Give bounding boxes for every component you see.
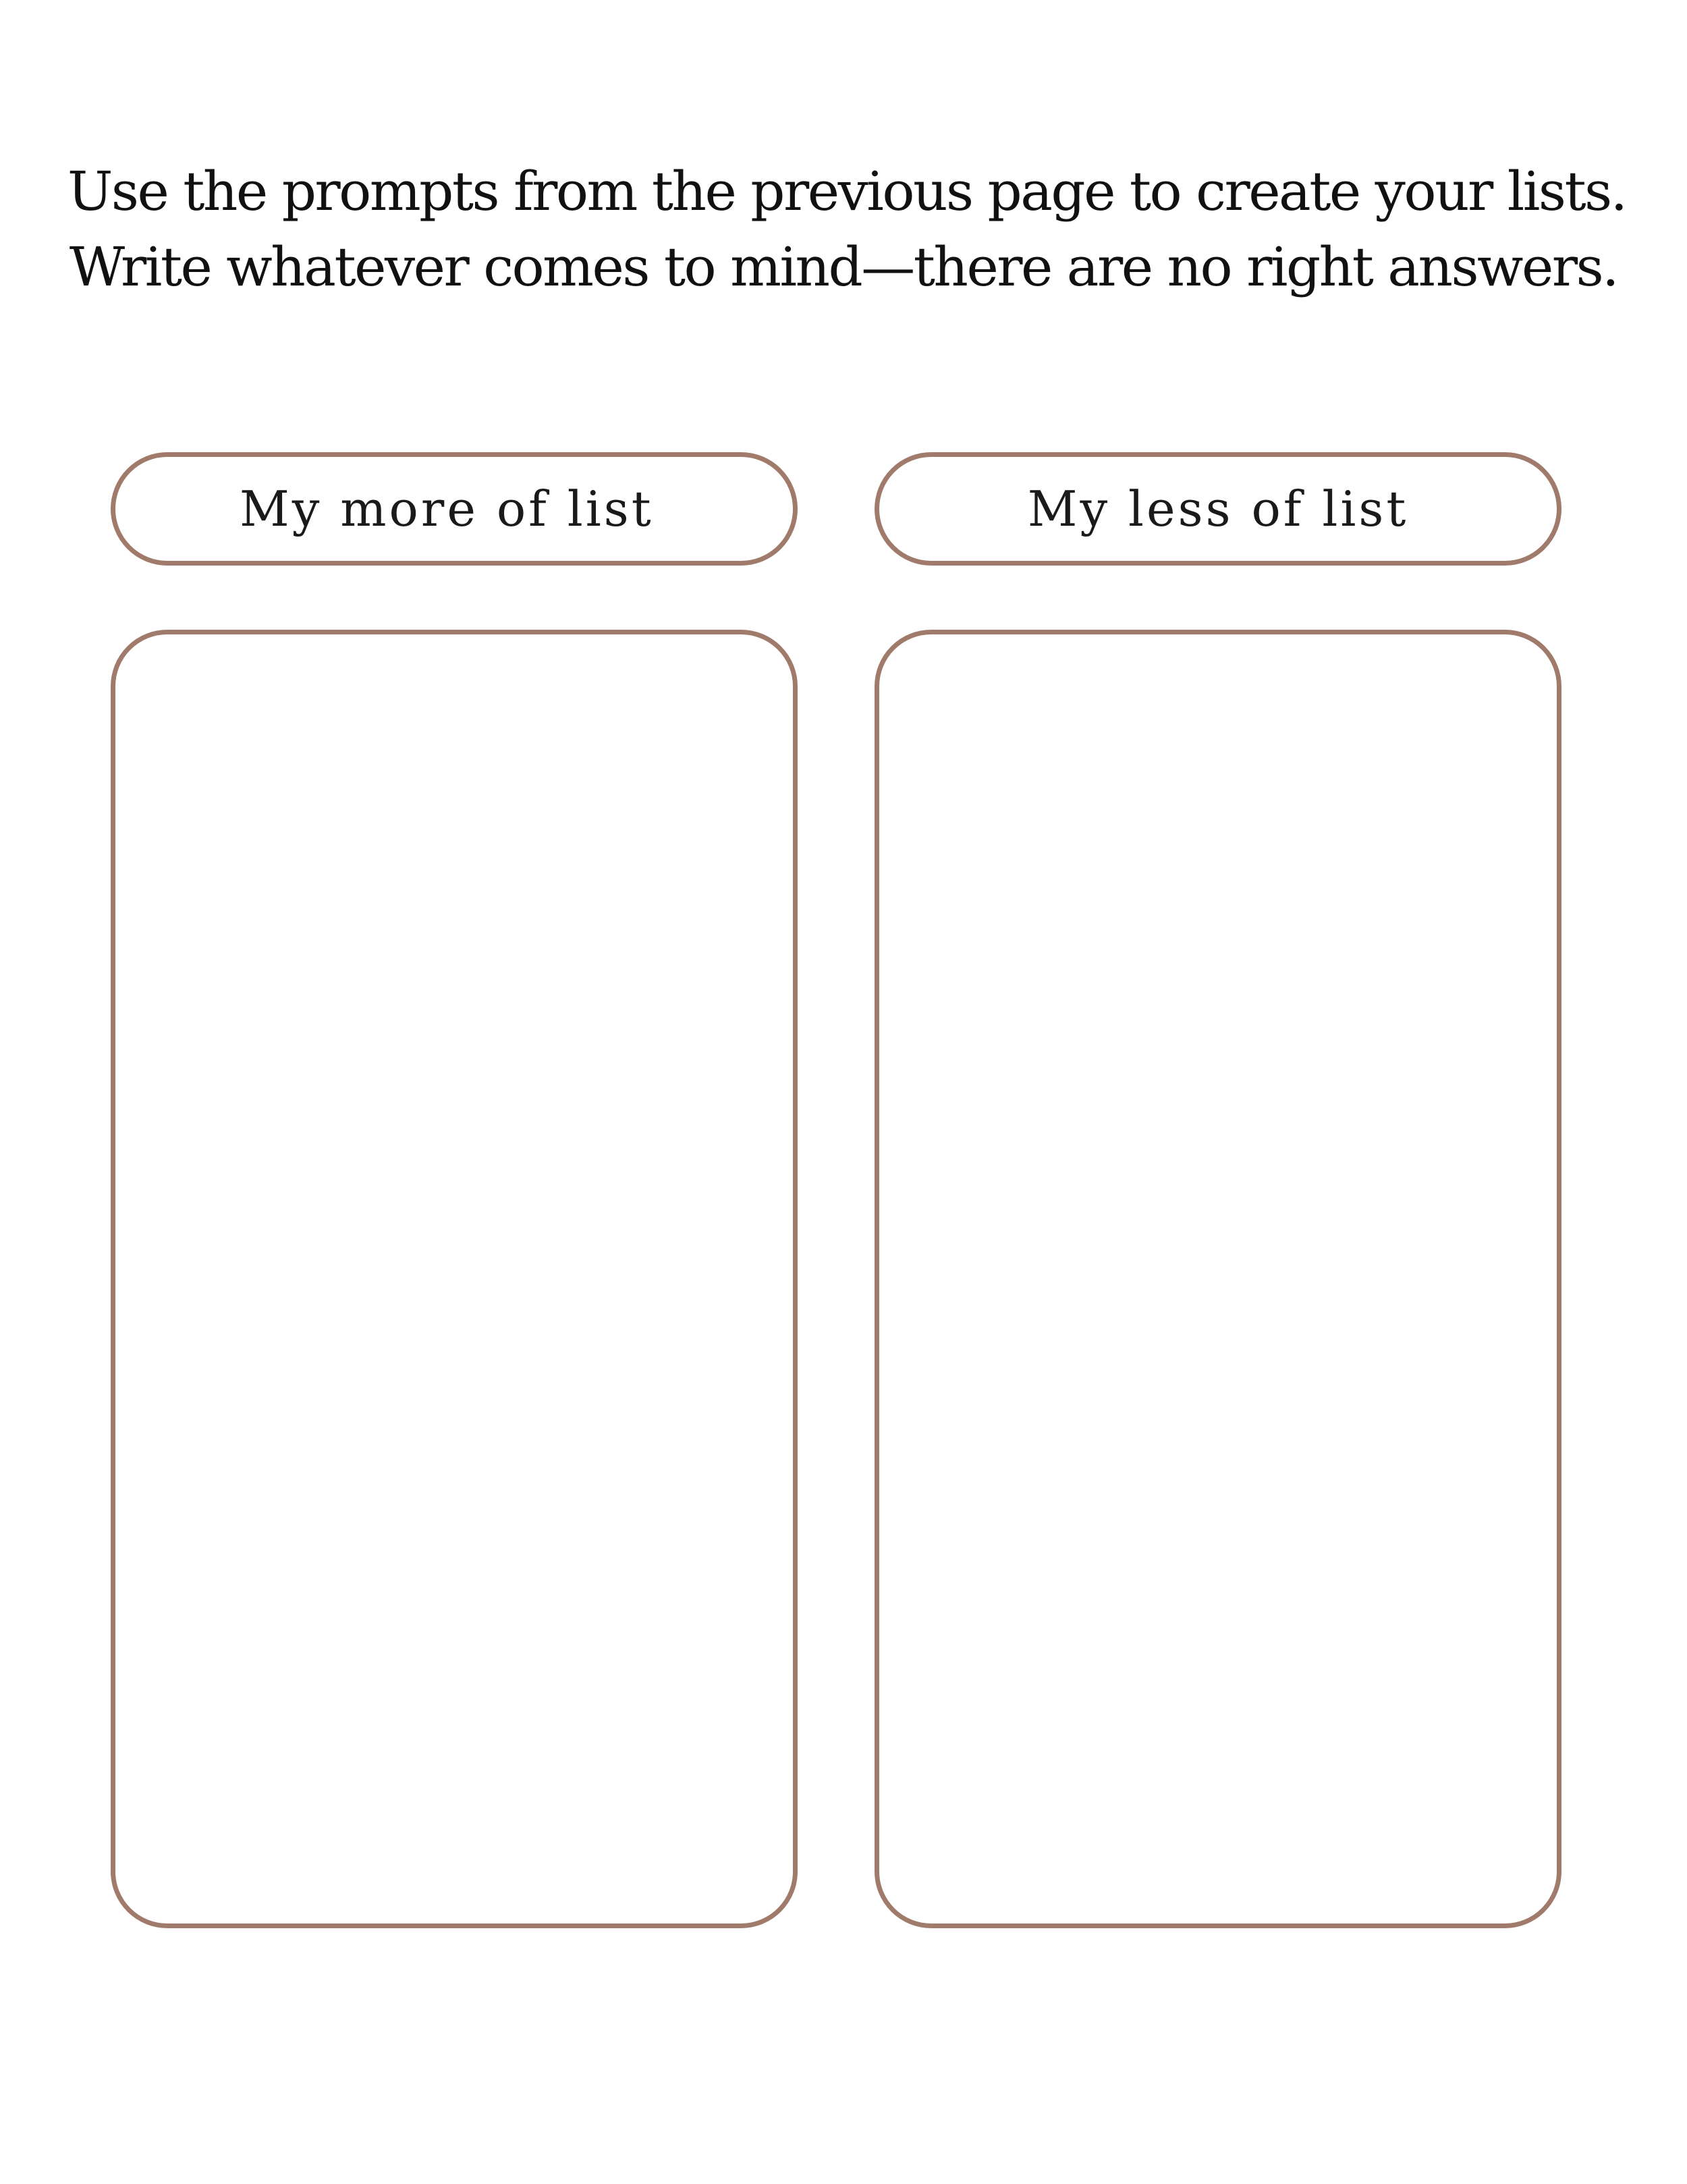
instructions-line-1: Use the prompts from the previous page to create your lists. (67, 160, 1626, 223)
less-of-list-header (875, 452, 1561, 566)
instructions-text (67, 154, 1626, 305)
more-of-list-title: My more of list (240, 481, 654, 537)
instructions-line-2: Write whatever comes to mind—there are no right answers. (69, 236, 1618, 298)
less-of-list-writing-area[interactable] (875, 630, 1561, 1928)
more-of-list-header (111, 452, 798, 566)
more-of-list-writing-area[interactable] (111, 630, 798, 1928)
less-of-list-title: My less of list (1027, 481, 1409, 537)
